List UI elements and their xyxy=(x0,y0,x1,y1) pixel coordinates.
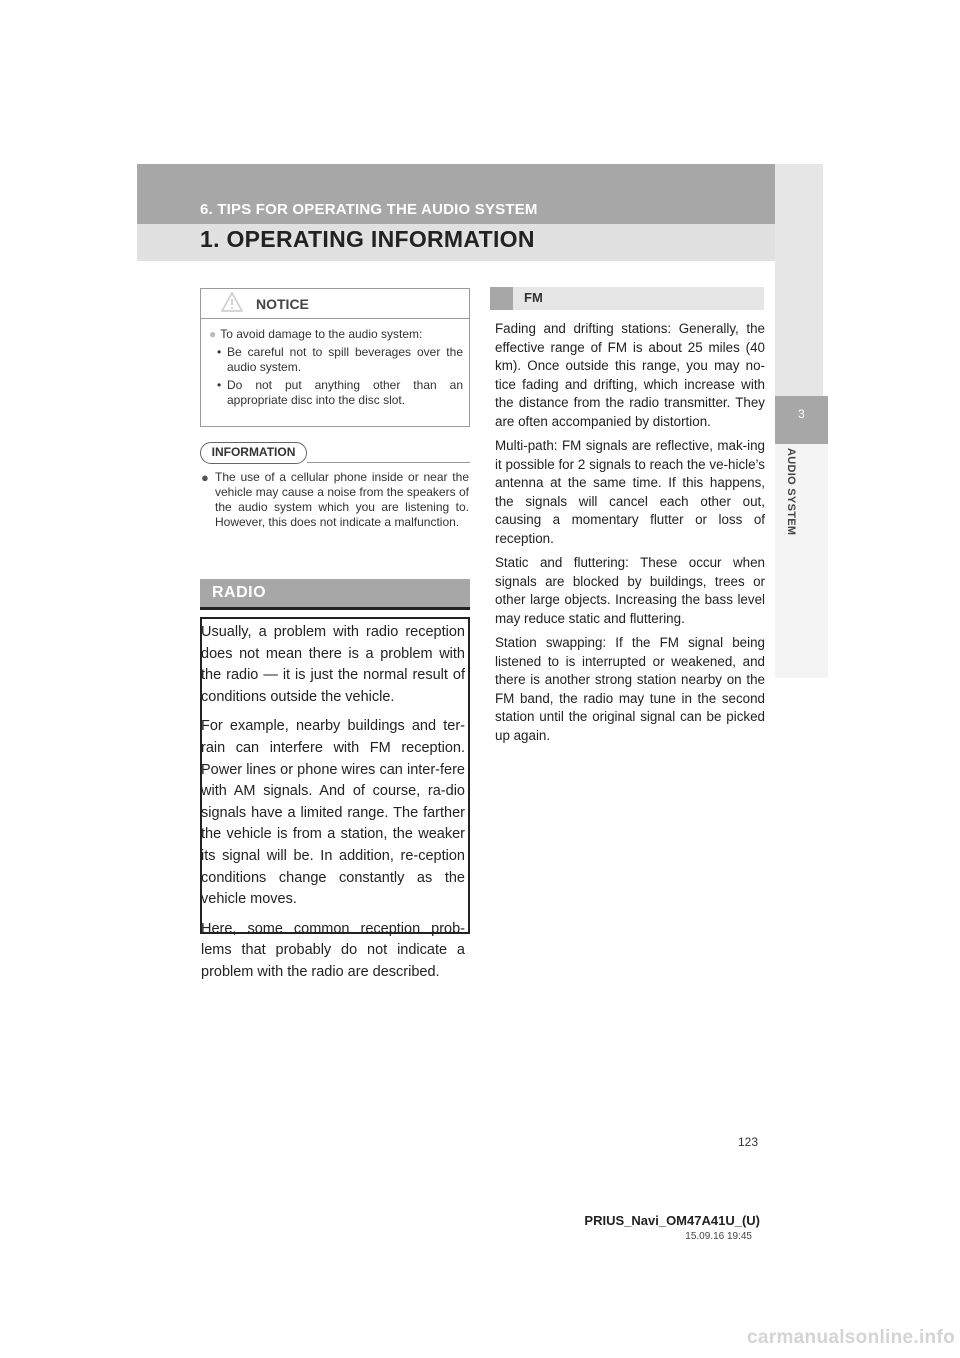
information-rule xyxy=(307,462,470,463)
notice-item xyxy=(217,378,463,408)
circle-bullet-icon: ● xyxy=(201,470,209,485)
fm-text xyxy=(495,320,765,751)
information-text: The use of a cellular phone inside or near the vehicle may cause a noise from the speakers of the audio system which you are listening to. However, this does not indicate a malfunction. xyxy=(215,470,469,529)
timestamp: 15.09.16 19:45 xyxy=(685,1231,752,1242)
fm-heading-marker xyxy=(490,287,513,310)
fm-paragraph: Static and fluttering: These occur when signals are blocked by buildings, trees or other large objects. Increasing the bass level may reduce static and fluttering. xyxy=(495,555,765,626)
notice-title: NOTICE xyxy=(256,296,309,312)
fm-paragraph: Multi-path: FM signals are reflective, mak-ing it possible for 2 signals to reach the ve-hicle’s antenna at the same time. If this happens, the signals will cancel each other out, causing a momentary flutter or loss of reception. xyxy=(495,438,765,546)
notice-item xyxy=(217,345,463,375)
radio-paragraph: Usually, a problem with radio reception does not mean there is a problem with the radio — it is just the normal result of conditions outside the vehicle. xyxy=(201,624,465,705)
chapter-number: 3 xyxy=(798,407,805,421)
section-title: 6. TIPS FOR OPERATING THE AUDIO SYSTEM xyxy=(200,201,538,218)
dot-bullet-icon: • xyxy=(217,378,222,392)
side-tab-rail xyxy=(775,444,828,678)
watermark: carmanualsonline.info xyxy=(747,1327,955,1348)
notice-body xyxy=(209,327,463,408)
notice-box xyxy=(200,288,470,427)
page-number: 123 xyxy=(737,1135,758,1149)
radio-rule xyxy=(200,607,470,610)
notice-header xyxy=(201,289,469,319)
notice-intro: To avoid damage to the audio system: xyxy=(220,327,423,341)
notice-item-text: Be careful not to spill beverages over the audio system. xyxy=(227,345,463,374)
dot-bullet-icon: • xyxy=(217,345,222,359)
notice-item-text: Do not put anything other than an appropriate disc into the disc slot. xyxy=(227,378,463,407)
fm-title: FM xyxy=(524,290,543,305)
information-body xyxy=(201,470,469,530)
chapter-label: AUDIO SYSTEM xyxy=(785,448,797,536)
fm-paragraph: Station swapping: If the FM signal being listened to is interrupted or weakened, and there is another strong station nearby on the FM band, the radio may tune in the second station until the original signal can be picked up again. xyxy=(495,635,765,743)
radio-paragraph: Here, some common reception prob-lems that probably do not indicate a problem with the radio are described. xyxy=(201,920,465,980)
radio-title: RADIO xyxy=(212,584,267,601)
document-id: PRIUS_Navi_OM47A41U_(U) xyxy=(584,1213,760,1228)
circle-bullet-icon: ● xyxy=(209,327,217,341)
page-title: 1. OPERATING INFORMATION xyxy=(200,226,535,252)
information-title: INFORMATION xyxy=(200,442,307,464)
warning-triangle-icon xyxy=(221,292,243,317)
radio-paragraph: For example, nearby buildings and ter-rain can interfere with FM reception. Power lines or phone wires can inter-fere with AM signals. And of course, ra-dio signals have a limited range. The farther the vehicle is from a station, the weaker its signal will be. In addition, re-ception conditions change constantly as the vehicle moves. xyxy=(201,718,465,908)
radio-text xyxy=(201,622,465,992)
fm-paragraph: Fading and drifting stations: Generally, the effective range of FM is about 25 miles (40 km). Once outside this range, you may no-tice fading and drifting, which increase with the distance from the radio transmitter. They are often accompanied by distortion. xyxy=(495,321,765,429)
side-tab-top xyxy=(775,164,823,396)
